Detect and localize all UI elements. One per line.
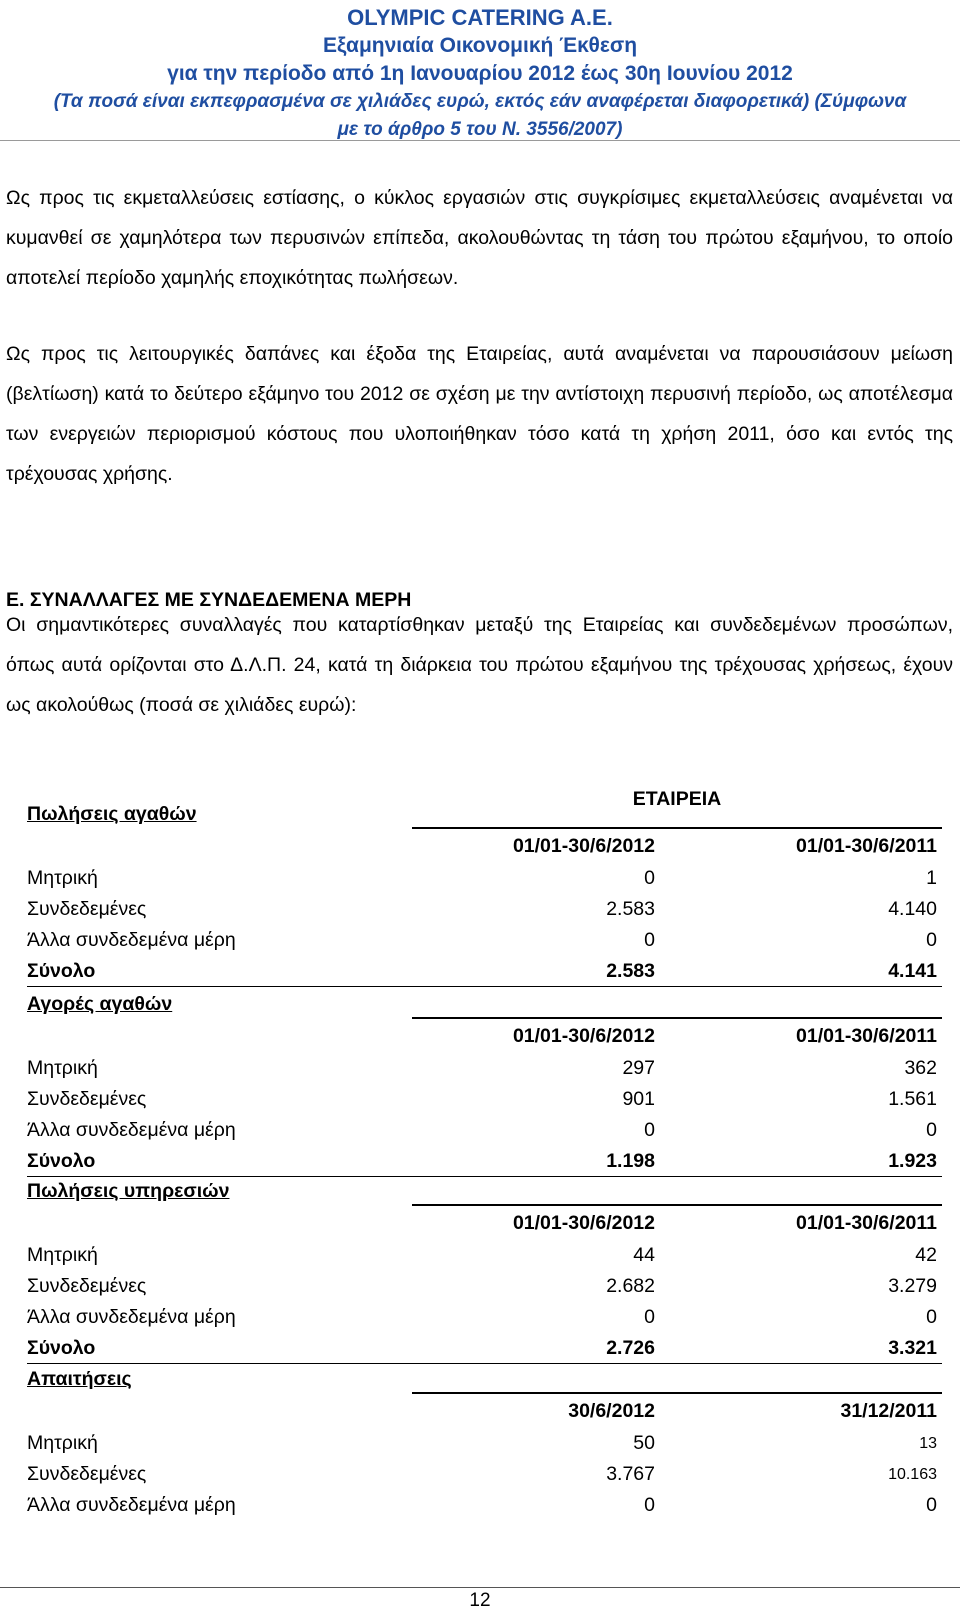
header-divider [0,140,960,141]
row-value-prior: 4.140 [888,898,937,920]
row-label: Σύνολο [27,1150,96,1172]
row-label: Σύνολο [27,960,96,982]
section-title: Ε. ΣΥΝΑΛΛΑΓΕΣ ΜΕ ΣΥΝΔΕΔΕΜΕΝΑ ΜΕΡΗ [6,589,412,611]
paragraph-catering: Ως προς τις εκμεταλλεύσεις εστίασης, ο κύκλος εργασιών στις συγκρίσιμες εκμεταλλεύσεις αναμένεται να κυμανθεί σε χαμηλότερα των περυσινών επίπεδα, ακολουθώντας τη τάση του πρώτου εξαμήνου, το οποίο αποτελεί περίοδο χαμηλής εποχικότητας πωλήσεων. [6,187,953,289]
row-value-prior: 0 [926,1494,937,1516]
report-note-line1: (Τα ποσά είναι εκπεφρασμένα σε χιλιάδες ευρώ, εκτός εάν αναφέρεται διαφορετικά) (Σύμφωνα [53,91,907,112]
row-label: Συνδεδεμένες [27,898,147,920]
total-underline [27,986,942,987]
row-value-current: 2.682 [606,1275,655,1297]
row-value-prior: 10.163 [888,1466,937,1483]
row-value-prior: 1 [926,867,937,889]
report-header [0,4,960,144]
row-value-prior: 42 [915,1244,937,1266]
total-underline [27,1363,942,1364]
row-value-current: 2.726 [606,1337,655,1359]
row-value-prior: 0 [926,929,937,951]
row-label: Συνδεδεμένες [27,1275,147,1297]
row-value-current: 50 [633,1432,655,1454]
paragraph-expenses: Ως προς τις λειτουργικές δαπάνες και έξοδα της Εταιρείας, αυτά αναμένεται να παρουσιάσουν μείωση (βελτίωση) κατά το δεύτερο εξάμηνο του 2012 σε σχέση με την αντίστοιχη περυσινή περίοδο, ως αποτέλεσμα των ενεργειών περιορισμού κόστους που υλοποιήθηκαν τόσο κατά τη χρήση 2011, όσο και εντός της τρέχουσας χρήσης. [6,343,953,485]
table-row [0,898,960,929]
report-period: για την περίοδο από 1η Ιανουαρίου 2012 έως 30η Ιουνίου 2012 [167,62,793,85]
row-value-current: 0 [644,1119,655,1141]
row-value-current: 297 [622,1057,655,1079]
paragraph-related-parties: Οι σημαντικότερες συναλλαγές που καταρτίσθηκαν μεταξύ της Εταιρείας και συνδεδεμένων προσώπων, όπως αυτά ορίζονται στο Δ.Λ.Π. 24, κατά τη διάρκεια του πρώτου εξαμήνου της τρέχουσας χρήσεως, έχουν ως ακολούθως (ποσά σε χιλιάδες ευρώ): [6,614,953,716]
column-header-prior: 01/01-30/6/2011 [796,1025,937,1047]
row-value-current: 0 [644,1306,655,1328]
table-row [0,1244,960,1275]
column-header-prior: 01/01-30/6/2011 [796,835,937,857]
row-label: Άλλα συνδεδεμένα μέρη [27,1119,236,1141]
block-top-rule [412,1392,942,1394]
block-top-rule [412,827,942,829]
row-value-prior: 1.923 [888,1150,937,1172]
row-label: Άλλα συνδεδεμένα μέρη [27,1306,236,1328]
total-underline [27,1176,942,1177]
column-header-current: 01/01-30/6/2012 [512,1212,655,1234]
row-value-current: 0 [644,929,655,951]
column-header-prior: 31/12/2011 [840,1400,937,1422]
row-label: Σύνολο [27,1337,96,1359]
column-header-current: 01/01-30/6/2012 [512,835,655,857]
row-value-current: 0 [644,867,655,889]
report-note-line2: με το άρθρο 5 του Ν. 3556/2007) [337,119,623,140]
row-value-current: 3.767 [606,1463,655,1485]
block-title: Πωλήσεις αγαθών [27,803,197,825]
footer-divider [0,1587,960,1588]
row-label: Συνδεδεμένες [27,1463,147,1485]
column-header-prior: 01/01-30/6/2011 [796,1212,937,1234]
table-row [0,929,960,960]
row-value-current: 901 [622,1088,655,1110]
column-header-current: 01/01-30/6/2012 [512,1025,655,1047]
company-name: OLYMPIC CATERING A.E. [347,5,613,30]
row-label: Συνδεδεμένες [27,1088,147,1110]
block-top-rule [412,1204,942,1206]
table-row [0,1432,960,1463]
table-entity-header: ΕΤΑΙΡΕΙΑ [632,788,722,810]
table-row [0,1494,960,1525]
row-value-current: 2.583 [606,960,655,982]
row-value-prior: 3.321 [888,1337,937,1359]
page-number: 12 [469,1590,491,1611]
row-label: Άλλα συνδεδεμένα μέρη [27,929,236,951]
row-label: Μητρική [27,867,98,889]
row-value-prior: 362 [904,1057,937,1079]
row-value-prior: 3.279 [888,1275,937,1297]
row-value-current: 44 [633,1244,655,1266]
row-value-current: 1.198 [606,1150,655,1172]
table-row [0,1088,960,1119]
table-row [0,1119,960,1150]
table-row [0,1463,960,1494]
block-title: Πωλήσεις υπηρεσιών [27,1180,230,1202]
row-label: Μητρική [27,1244,98,1266]
report-title: Εξαμηνιαία Οικονομική Έκθεση [322,34,638,57]
block-top-rule [412,1017,942,1019]
row-value-prior: 1.561 [888,1088,937,1110]
row-value-current: 0 [644,1494,655,1516]
row-value-prior: 0 [926,1119,937,1141]
row-label: Μητρική [27,1432,98,1454]
row-value-current: 2.583 [606,898,655,920]
row-label: Άλλα συνδεδεμένα μέρη [27,1494,236,1516]
row-value-prior: 0 [926,1306,937,1328]
block-title: Απαιτήσεις [27,1368,132,1390]
column-header-current: 30/6/2012 [568,1400,655,1422]
row-value-prior: 4.141 [888,960,937,982]
table-row [0,1306,960,1337]
table-row [0,1057,960,1088]
table-row [0,1275,960,1306]
row-value-prior: 13 [919,1435,937,1452]
block-title: Αγορές αγαθών [27,993,173,1015]
row-label: Μητρική [27,1057,98,1079]
table-row [0,867,960,898]
